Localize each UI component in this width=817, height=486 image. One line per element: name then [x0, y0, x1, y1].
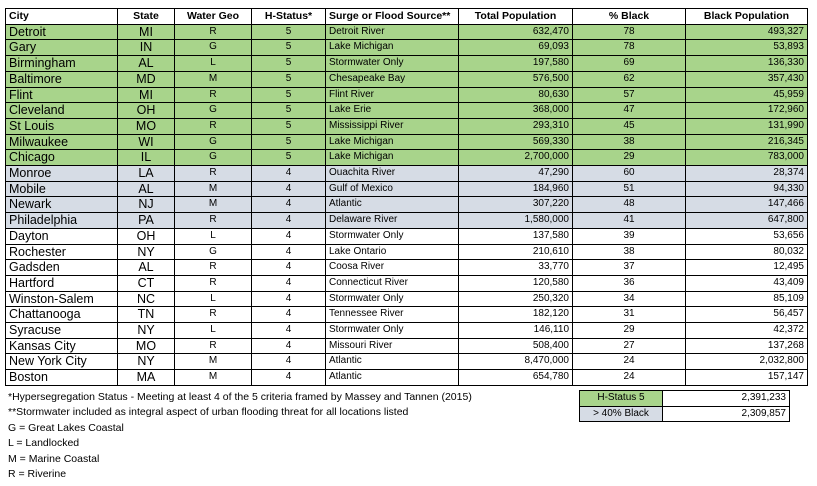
summary-value: 2,309,857	[663, 406, 790, 422]
cell-black-population: 147,466	[686, 197, 808, 213]
cell-state: OH	[118, 228, 175, 244]
cell-total-population: 137,580	[459, 228, 573, 244]
cell-total-population: 250,320	[459, 291, 573, 307]
summary-label: > 40% Black	[580, 406, 663, 422]
cell-state: AL	[118, 260, 175, 276]
footnote-line: M = Marine Coastal	[8, 452, 100, 465]
cell-black-population: 647,800	[686, 213, 808, 229]
cell-pct-black: 37	[573, 260, 686, 276]
summary-label: H-Status 5	[580, 391, 663, 407]
cell-state: IL	[118, 150, 175, 166]
table-row	[6, 291, 808, 307]
cell-total-population: 33,770	[459, 260, 573, 276]
cell-total-population: 368,000	[459, 103, 573, 119]
cell-black-population: 12,495	[686, 260, 808, 276]
cell-black-population: 53,893	[686, 40, 808, 56]
cell-h-status: 4	[252, 166, 326, 182]
table-row	[6, 181, 808, 197]
cell-water-geo: M	[175, 181, 252, 197]
cell-total-population: 654,780	[459, 370, 573, 386]
cell-black-population: 80,032	[686, 244, 808, 260]
cell-total-population: 69,093	[459, 40, 573, 56]
cell-pct-black: 78	[573, 24, 686, 40]
cell-black-population: 94,330	[686, 181, 808, 197]
cell-state: NY	[118, 323, 175, 339]
cell-total-population: 508,400	[459, 338, 573, 354]
summary-table	[579, 390, 790, 422]
cell-total-population: 293,310	[459, 118, 573, 134]
cell-pct-black: 62	[573, 71, 686, 87]
col-header-total-population: Total Population	[459, 9, 573, 25]
cell-water-geo: L	[175, 323, 252, 339]
cell-total-population: 210,610	[459, 244, 573, 260]
cell-flood-source: Gulf of Mexico	[326, 181, 459, 197]
cell-city: Dayton	[6, 228, 118, 244]
cell-flood-source: Delaware River	[326, 213, 459, 229]
cell-state: OH	[118, 103, 175, 119]
table-row	[6, 134, 808, 150]
cell-h-status: 5	[252, 134, 326, 150]
cell-state: MO	[118, 338, 175, 354]
cell-black-population: 172,960	[686, 103, 808, 119]
cell-total-population: 569,330	[459, 134, 573, 150]
table-row	[6, 150, 808, 166]
cell-flood-source: Atlantic	[326, 354, 459, 370]
cell-state: MO	[118, 118, 175, 134]
cell-h-status: 5	[252, 118, 326, 134]
cell-city: Gary	[6, 40, 118, 56]
cell-h-status: 5	[252, 24, 326, 40]
cell-state: CT	[118, 275, 175, 291]
cell-flood-source: Ouachita River	[326, 166, 459, 182]
summary-value: 2,391,233	[663, 391, 790, 407]
cell-water-geo: M	[175, 354, 252, 370]
cell-h-status: 4	[252, 228, 326, 244]
cell-city: Birmingham	[6, 56, 118, 72]
cell-black-population: 43,409	[686, 275, 808, 291]
cell-state: NY	[118, 354, 175, 370]
cell-black-population: 85,109	[686, 291, 808, 307]
cell-flood-source: Lake Michigan	[326, 40, 459, 56]
cell-pct-black: 24	[573, 370, 686, 386]
cell-water-geo: R	[175, 87, 252, 103]
table-row	[6, 166, 808, 182]
cell-water-geo: R	[175, 338, 252, 354]
cell-pct-black: 45	[573, 118, 686, 134]
cell-water-geo: L	[175, 228, 252, 244]
cell-black-population: 28,374	[686, 166, 808, 182]
cell-flood-source: Flint River	[326, 87, 459, 103]
cell-total-population: 307,220	[459, 197, 573, 213]
footnote-line: L = Landlocked	[8, 437, 80, 450]
cell-black-population: 216,345	[686, 134, 808, 150]
table-row	[6, 228, 808, 244]
cell-city: Kansas City	[6, 338, 118, 354]
cell-pct-black: 31	[573, 307, 686, 323]
cell-city: Hartford	[6, 275, 118, 291]
cell-black-population: 157,147	[686, 370, 808, 386]
cell-flood-source: Mississippi River	[326, 118, 459, 134]
cell-water-geo: M	[175, 197, 252, 213]
cell-city: Chattanooga	[6, 307, 118, 323]
table-body	[6, 24, 808, 385]
cell-city: Detroit	[6, 24, 118, 40]
cell-state: LA	[118, 166, 175, 182]
cell-flood-source: Detroit River	[326, 24, 459, 40]
table-row	[6, 275, 808, 291]
cell-h-status: 4	[252, 354, 326, 370]
cell-water-geo: R	[175, 24, 252, 40]
cell-city: Philadelphia	[6, 213, 118, 229]
table-row	[6, 307, 808, 323]
cell-water-geo: R	[175, 307, 252, 323]
cell-h-status: 5	[252, 71, 326, 87]
cell-flood-source: Coosa River	[326, 260, 459, 276]
cell-h-status: 5	[252, 150, 326, 166]
table-row	[6, 370, 808, 386]
cell-pct-black: 34	[573, 291, 686, 307]
cell-water-geo: R	[175, 275, 252, 291]
cell-flood-source: Stormwater Only	[326, 323, 459, 339]
footnote-line: **Stormwater included as integral aspect of urban flooding threat for all locations listed	[8, 406, 409, 419]
cell-total-population: 576,500	[459, 71, 573, 87]
cell-flood-source: Stormwater Only	[326, 56, 459, 72]
cell-black-population: 131,990	[686, 118, 808, 134]
cell-total-population: 2,700,000	[459, 150, 573, 166]
col-header-flood-source: Surge or Flood Source**	[326, 9, 459, 25]
cell-water-geo: G	[175, 103, 252, 119]
cell-city: Gadsden	[6, 260, 118, 276]
table-row	[6, 40, 808, 56]
cell-black-population: 45,959	[686, 87, 808, 103]
cell-pct-black: 29	[573, 323, 686, 339]
table-row	[6, 260, 808, 276]
cell-h-status: 4	[252, 370, 326, 386]
cell-pct-black: 36	[573, 275, 686, 291]
table-row	[6, 354, 808, 370]
cell-h-status: 5	[252, 103, 326, 119]
cell-h-status: 4	[252, 275, 326, 291]
cell-state: AL	[118, 181, 175, 197]
cell-city: Boston	[6, 370, 118, 386]
cell-state: PA	[118, 213, 175, 229]
cell-city: Syracuse	[6, 323, 118, 339]
cell-city: St Louis	[6, 118, 118, 134]
cell-total-population: 1,580,000	[459, 213, 573, 229]
footnote-line: R = Riverine	[8, 468, 67, 481]
cell-h-status: 5	[252, 40, 326, 56]
cell-flood-source: Stormwater Only	[326, 291, 459, 307]
header-row	[6, 9, 808, 25]
cell-state: NC	[118, 291, 175, 307]
cell-state: MA	[118, 370, 175, 386]
table-row	[6, 197, 808, 213]
cell-flood-source: Lake Erie	[326, 103, 459, 119]
cell-pct-black: 60	[573, 166, 686, 182]
cell-pct-black: 29	[573, 150, 686, 166]
cell-h-status: 5	[252, 87, 326, 103]
table-row	[6, 87, 808, 103]
col-header-water-geo: Water Geo	[175, 9, 252, 25]
col-header-pct-black: % Black	[573, 9, 686, 25]
table-row	[6, 244, 808, 260]
cell-city: Winston-Salem	[6, 291, 118, 307]
cell-city: New York City	[6, 354, 118, 370]
cell-state: MD	[118, 71, 175, 87]
cell-total-population: 632,470	[459, 24, 573, 40]
cell-flood-source: Tennessee River	[326, 307, 459, 323]
cell-h-status: 4	[252, 213, 326, 229]
cell-pct-black: 39	[573, 228, 686, 244]
cell-black-population: 56,457	[686, 307, 808, 323]
cell-flood-source: Lake Michigan	[326, 134, 459, 150]
cell-water-geo: M	[175, 370, 252, 386]
cell-water-geo: R	[175, 213, 252, 229]
cell-flood-source: Atlantic	[326, 197, 459, 213]
cell-flood-source: Connecticut River	[326, 275, 459, 291]
cell-city: Flint	[6, 87, 118, 103]
cell-city: Newark	[6, 197, 118, 213]
cell-h-status: 4	[252, 291, 326, 307]
cell-state: MI	[118, 87, 175, 103]
cell-water-geo: G	[175, 244, 252, 260]
cell-black-population: 783,000	[686, 150, 808, 166]
cell-total-population: 8,470,000	[459, 354, 573, 370]
cell-h-status: 4	[252, 181, 326, 197]
cell-city: Cleveland	[6, 103, 118, 119]
cell-flood-source: Lake Michigan	[326, 150, 459, 166]
col-header-h-status: H-Status*	[252, 9, 326, 25]
cell-pct-black: 57	[573, 87, 686, 103]
table-row	[6, 118, 808, 134]
summary-row	[580, 391, 790, 407]
cell-pct-black: 78	[573, 40, 686, 56]
cell-city: Mobile	[6, 181, 118, 197]
table-row	[6, 71, 808, 87]
table-row	[6, 56, 808, 72]
cell-total-population: 47,290	[459, 166, 573, 182]
col-header-city: City	[6, 9, 118, 25]
cell-black-population: 53,656	[686, 228, 808, 244]
cell-total-population: 80,630	[459, 87, 573, 103]
cell-black-population: 42,372	[686, 323, 808, 339]
col-header-state: State	[118, 9, 175, 25]
cell-h-status: 4	[252, 244, 326, 260]
cell-state: NJ	[118, 197, 175, 213]
cell-pct-black: 47	[573, 103, 686, 119]
cell-pct-black: 38	[573, 134, 686, 150]
cell-state: MI	[118, 24, 175, 40]
cell-pct-black: 69	[573, 56, 686, 72]
cell-black-population: 357,430	[686, 71, 808, 87]
cell-water-geo: M	[175, 71, 252, 87]
table-row	[6, 103, 808, 119]
cell-h-status: 5	[252, 56, 326, 72]
cell-state: IN	[118, 40, 175, 56]
cell-water-geo: R	[175, 260, 252, 276]
cell-h-status: 4	[252, 323, 326, 339]
cell-pct-black: 48	[573, 197, 686, 213]
footnotes	[8, 390, 472, 482]
cell-flood-source: Stormwater Only	[326, 228, 459, 244]
cell-black-population: 137,268	[686, 338, 808, 354]
city-flood-table	[5, 8, 808, 386]
cell-pct-black: 27	[573, 338, 686, 354]
cell-total-population: 146,110	[459, 323, 573, 339]
cell-water-geo: G	[175, 40, 252, 56]
cell-black-population: 136,330	[686, 56, 808, 72]
cell-pct-black: 51	[573, 181, 686, 197]
cell-black-population: 493,327	[686, 24, 808, 40]
footnote-line: *Hypersegregation Status - Meeting at least 4 of the 5 criteria framed by Massey and Tannen (2015)	[8, 391, 472, 403]
cell-water-geo: R	[175, 166, 252, 182]
cell-h-status: 4	[252, 338, 326, 354]
cell-flood-source: Atlantic	[326, 370, 459, 386]
cell-total-population: 120,580	[459, 275, 573, 291]
footnote-line: G = Great Lakes Coastal	[8, 421, 124, 434]
cell-water-geo: L	[175, 56, 252, 72]
cell-water-geo: L	[175, 291, 252, 307]
cell-city: Baltimore	[6, 71, 118, 87]
cell-h-status: 4	[252, 197, 326, 213]
cell-pct-black: 41	[573, 213, 686, 229]
table-row	[6, 24, 808, 40]
cell-total-population: 184,960	[459, 181, 573, 197]
cell-flood-source: Chesapeake Bay	[326, 71, 459, 87]
cell-city: Monroe	[6, 166, 118, 182]
table-row	[6, 323, 808, 339]
cell-water-geo: G	[175, 150, 252, 166]
cell-state: TN	[118, 307, 175, 323]
cell-total-population: 182,120	[459, 307, 573, 323]
cell-state: NY	[118, 244, 175, 260]
cell-flood-source: Lake Ontario	[326, 244, 459, 260]
cell-city: Chicago	[6, 150, 118, 166]
cell-black-population: 2,032,800	[686, 354, 808, 370]
cell-city: Milwaukee	[6, 134, 118, 150]
summary-row	[580, 406, 790, 422]
cell-state: AL	[118, 56, 175, 72]
cell-flood-source: Missouri River	[326, 338, 459, 354]
table-row	[6, 213, 808, 229]
cell-total-population: 197,580	[459, 56, 573, 72]
table-row	[6, 338, 808, 354]
cell-water-geo: G	[175, 134, 252, 150]
cell-pct-black: 38	[573, 244, 686, 260]
cell-pct-black: 24	[573, 354, 686, 370]
cell-h-status: 4	[252, 307, 326, 323]
cell-state: WI	[118, 134, 175, 150]
col-header-black-population: Black Population	[686, 9, 808, 25]
cell-h-status: 4	[252, 260, 326, 276]
cell-city: Rochester	[6, 244, 118, 260]
cell-water-geo: R	[175, 118, 252, 134]
